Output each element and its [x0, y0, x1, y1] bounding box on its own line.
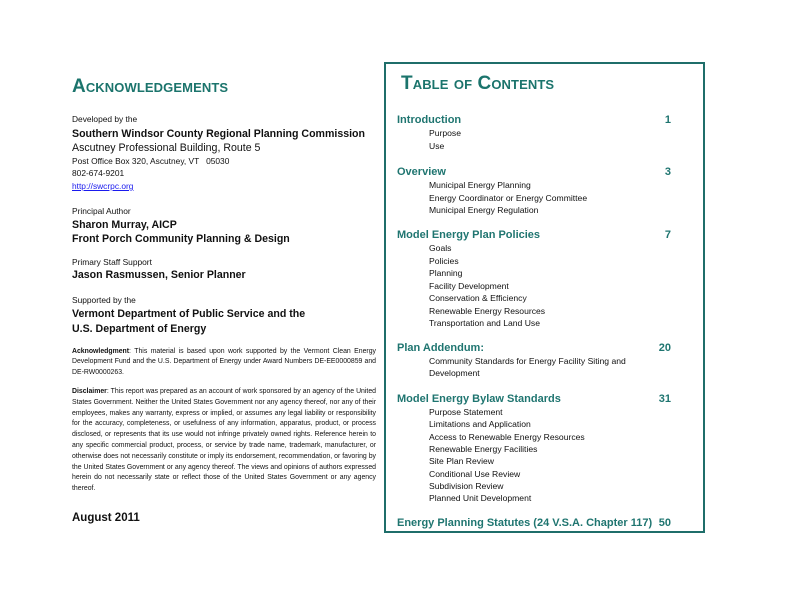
- toc-page-number: 20: [658, 342, 671, 354]
- toc-title: Table of Contents: [401, 73, 555, 94]
- toc-heading[interactable]: Overview: [397, 166, 446, 178]
- org-address: Post Office Box 320, Ascutney, VT 05030: [72, 156, 230, 166]
- toc-item[interactable]: Renewable Energy Facilities: [429, 444, 538, 454]
- org-name: Southern Windsor County Regional Planning Commission: [72, 128, 366, 140]
- toc-page-number: 1: [664, 114, 671, 126]
- acknowledgment-text: : This material is based upon work supported by the Vermont Clean Energy Development Fund and the U.S. Department of Energy under Award Numbers DE-EE0000859 and DE-RW0000263.: [72, 348, 376, 376]
- toc-heading[interactable]: Model Energy Plan Policies: [397, 229, 541, 241]
- toc-item[interactable]: Transportation and Land Use: [429, 318, 540, 328]
- toc-item[interactable]: Purpose: [429, 128, 462, 138]
- acknowledgment-paragraph: [72, 347, 376, 378]
- toc-page-number: 50: [658, 517, 671, 529]
- org-phone: 802-674-9201: [72, 168, 125, 178]
- principal-author-name: Sharon Murray, AICP: [72, 219, 177, 231]
- developed-by-label: Developed by the: [72, 114, 138, 124]
- toc-item[interactable]: Access to Renewable Energy Resources: [429, 432, 585, 442]
- toc-item[interactable]: Subdivision Review: [429, 481, 504, 491]
- supported-by-label: Supported by the: [72, 295, 136, 305]
- toc-page-number: 31: [658, 393, 671, 405]
- toc-item[interactable]: Conditional Use Review: [429, 469, 521, 479]
- toc-item[interactable]: Site Plan Review: [429, 456, 494, 466]
- disclaimer-text: : This report was prepared as an account of work sponsored by an agency of the United States Government. Neither the United States Government nor any agency thereof, nor any of their employees, makes any warranty, express or implied, or assumes any legal liability or responsibility for the accuracy, completeness, or usefulness of any information, apparatus, product, or process disclosed, or represents that its use would not infringe privately owned rights. Reference herein to any specific commercial product, process, or service by trade name, trademark, manufacturer, or otherwise does not necessarily constitute or imply its endorsement, recommendation, or favoring by the United States Government or any agency thereof. The views and opinions of authors expressed herein do not necessarily state or reflect those of the United States Government or any agency thereof.: [72, 388, 376, 493]
- toc-item[interactable]: Purpose Statement: [429, 407, 503, 417]
- toc-item[interactable]: Municipal Energy Planning: [429, 180, 531, 190]
- toc-item[interactable]: Community Standards for Energy Facility Siting and: [429, 356, 626, 366]
- toc-item[interactable]: Use: [429, 141, 445, 151]
- toc-heading[interactable]: Energy Planning Statutes (24 V.S.A. Chapter 117): [397, 517, 653, 529]
- principal-author-org: Front Porch Community Planning & Design: [72, 233, 290, 245]
- principal-author-label: Principal Author: [72, 206, 131, 216]
- toc-item[interactable]: Goals: [429, 243, 452, 253]
- disclaimer-label: Disclaimer: [72, 388, 107, 395]
- toc-heading[interactable]: Introduction: [397, 114, 462, 126]
- toc-item[interactable]: Limitations and Application: [429, 419, 531, 429]
- toc-item[interactable]: Renewable Energy Resources: [429, 306, 546, 316]
- org-building: Ascutney Professional Building, Route 5: [72, 142, 261, 154]
- toc-item[interactable]: Facility Development: [429, 281, 509, 291]
- org-website-link[interactable]: http://swcrpc.org: [72, 181, 134, 191]
- supporter-1: Vermont Department of Public Service and the: [72, 308, 306, 320]
- table-of-contents-box: [384, 62, 705, 533]
- staff-support-label: Primary Staff Support: [72, 257, 152, 267]
- acknowledgment-label: Acknowledgment: [72, 348, 130, 355]
- toc-item[interactable]: Conservation & Efficiency: [429, 293, 527, 303]
- supporter-2: U.S. Department of Energy: [72, 323, 207, 335]
- toc-item[interactable]: Municipal Energy Regulation: [429, 205, 539, 215]
- publication-date: August 2011: [72, 512, 140, 524]
- acknowledgements-title: Acknowledgements: [72, 76, 229, 97]
- toc-item[interactable]: Policies: [429, 256, 459, 266]
- toc-heading[interactable]: Model Energy Bylaw Standards: [397, 393, 561, 405]
- toc-item[interactable]: Energy Coordinator or Energy Committee: [429, 193, 588, 203]
- toc-item[interactable]: Planning: [429, 268, 463, 278]
- disclaimer-paragraph: [72, 387, 376, 495]
- toc-page-number: 3: [664, 166, 671, 178]
- toc-item[interactable]: Development: [429, 368, 480, 378]
- toc-heading[interactable]: Plan Addendum:: [397, 342, 484, 354]
- staff-support-name: Jason Rasmussen, Senior Planner: [72, 269, 246, 281]
- toc-page-number: 7: [664, 229, 671, 241]
- toc-item[interactable]: Planned Unit Development: [429, 493, 532, 503]
